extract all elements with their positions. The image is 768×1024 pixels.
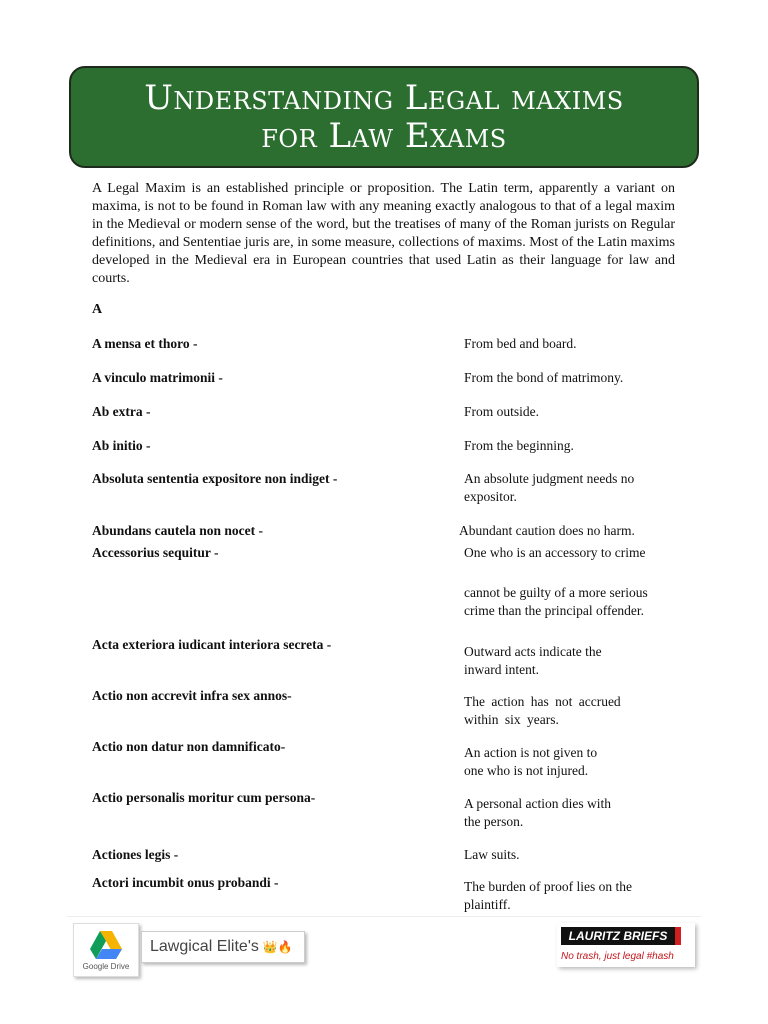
brand-tagline: No trash, just legal #hash <box>561 951 674 962</box>
maxim-term: Abundans cautela non nocet - <box>92 523 264 538</box>
maxim-meaning: Law suits. <box>464 847 520 862</box>
maxim-term: A mensa et thoro - <box>92 336 198 351</box>
google-drive-icon <box>89 930 123 960</box>
maxim-term: Acta exteriora iudicant interiora secreta - <box>92 637 332 652</box>
maxim-term: Actio non accrevit infra sex annos- <box>92 688 292 703</box>
meaning-line: inward intent. <box>464 662 539 677</box>
maxim-meaning: From outside. <box>464 404 540 419</box>
maxim-meaning <box>464 693 694 729</box>
meaning-line: An absolute judgment needs no <box>464 471 635 486</box>
meaning-line: plaintiff. <box>464 897 511 912</box>
maxim-meaning <box>464 744 694 780</box>
title-banner <box>69 66 699 168</box>
meaning-line: cannot be guilty of a more serious <box>464 585 648 600</box>
maxim-term: Absoluta sententia expositore non indiget - <box>92 471 338 486</box>
section-letter: A <box>92 302 103 317</box>
lawgical-elite-label: Lawgical Elite's <box>150 938 259 955</box>
lawgical-elite-badge[interactable] <box>141 931 305 963</box>
footer <box>67 916 701 983</box>
meaning-line: within six years. <box>464 712 559 727</box>
maxim-meaning <box>464 584 694 620</box>
google-drive-badge[interactable] <box>73 923 139 977</box>
meaning-line: expositor. <box>464 489 517 504</box>
meaning-line: Outward acts indicate the <box>464 644 602 659</box>
maxim-meaning <box>464 795 694 831</box>
crown-fire-icon: 👑🔥 <box>262 940 293 954</box>
maxim-meaning: From the beginning. <box>464 438 574 453</box>
maxim-meaning: One who is an accessory to crime <box>464 545 646 560</box>
google-drive-label: Google Drive <box>82 962 130 971</box>
title-line-2: for Law Exams <box>261 116 507 156</box>
maxim-meaning <box>464 878 694 914</box>
meaning-line: crime than the principal offender. <box>464 603 645 618</box>
meaning-line: The action has not accrued <box>464 694 621 709</box>
maxim-term: Actiones legis - <box>92 847 179 862</box>
title-line-1: Understanding Legal maxims <box>144 78 624 118</box>
meaning-line: A personal action dies with <box>464 796 611 811</box>
maxim-term: Accessorius sequitur - <box>92 545 219 560</box>
maxim-meaning <box>464 470 694 506</box>
lauritz-briefs-logo[interactable] <box>557 923 695 967</box>
maxim-meaning <box>464 643 694 679</box>
maxim-meaning: From bed and board. <box>464 336 577 351</box>
maxim-term: Actio personalis moritur cum persona- <box>92 790 316 805</box>
meaning-line: An action is not given to <box>464 745 598 760</box>
maxim-meaning: Abundant caution does no harm. <box>459 523 635 538</box>
meaning-line: The burden of proof lies on the <box>464 879 632 894</box>
maxim-meaning: From the bond of matrimony. <box>464 370 624 385</box>
page-title <box>144 79 624 155</box>
meaning-line: one who is not injured. <box>464 763 589 778</box>
maxim-term: Actori incumbit onus probandi - <box>92 875 279 890</box>
meaning-line: the person. <box>464 814 524 829</box>
maxim-term: A vinculo matrimonii - <box>92 370 223 385</box>
maxim-term: Ab initio - <box>92 438 151 453</box>
intro-paragraph: A Legal Maxim is an established principle or proposition. The Latin term, apparently a variant on maxima, is not to be found in Roman law with any meaning exactly analogous to that of a legal maxim in the Medieval or modern sense of the word, but the treatises of many of the Roman jurists on Regular definitions, and Sententiae juris are, in some measure, collections of maxims. Most of the Latin maxims developed in the Medieval era in European countries that used Latin as their language for law and courts. <box>92 181 675 286</box>
maxim-term: Ab extra - <box>92 404 151 419</box>
maxim-term: Actio non datur non damnificato- <box>92 739 286 754</box>
brand-title: LAURITZ BRIEFS <box>561 927 681 945</box>
